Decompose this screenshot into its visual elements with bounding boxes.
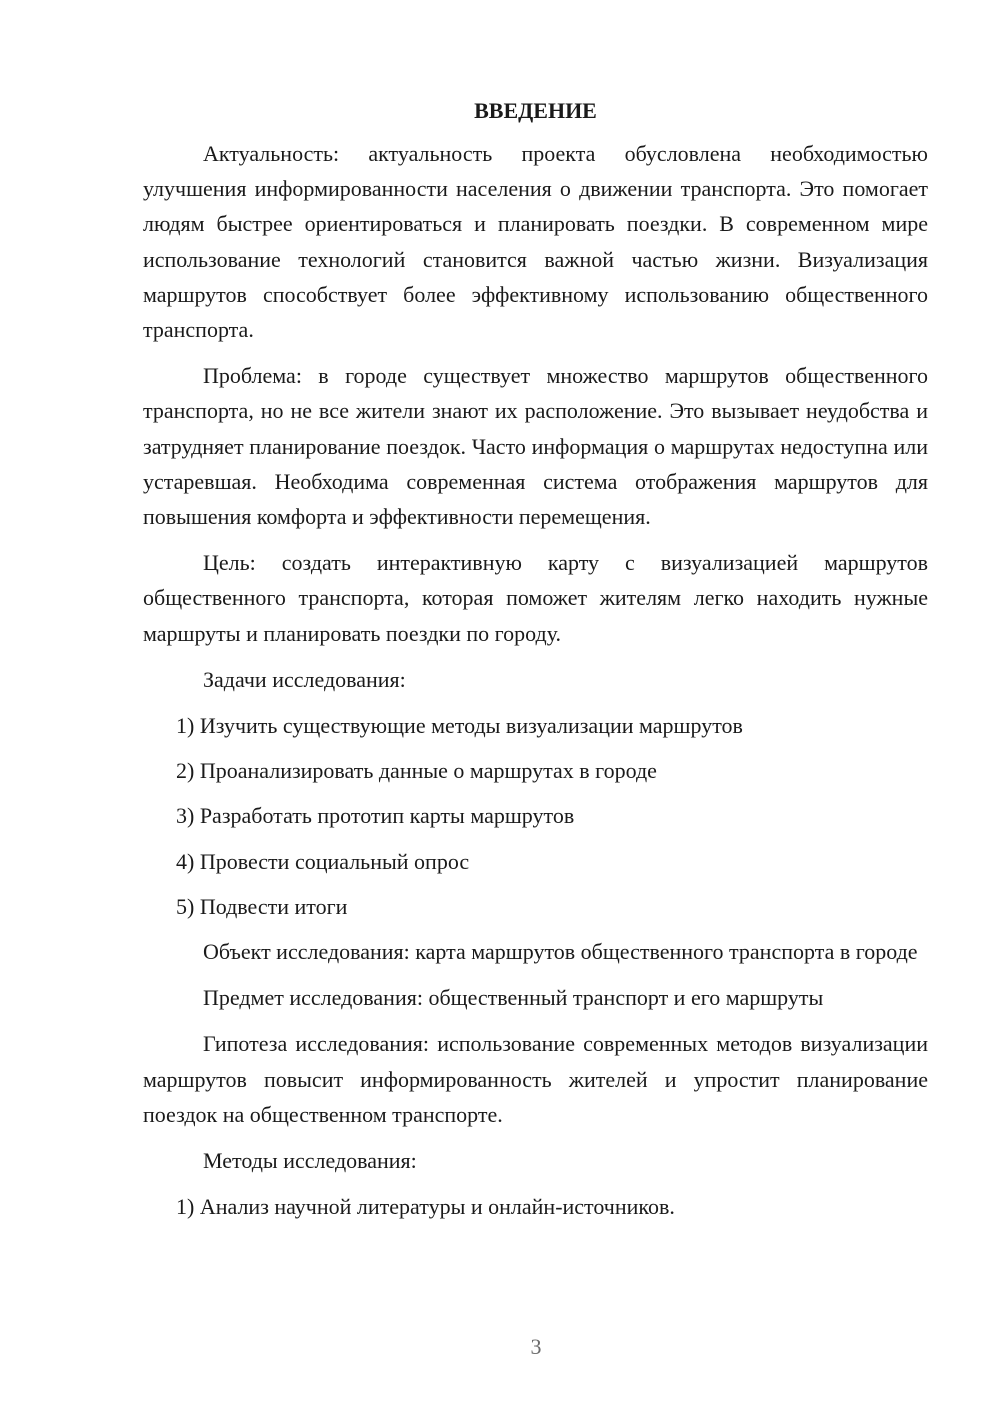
page-content — [143, 94, 928, 1234]
page-title: ВВЕДЕНИЕ — [474, 98, 597, 123]
methods-heading: Методы исследования: — [203, 1148, 417, 1174]
paragraph-hypothesis: Гипотеза исследования: использование современных методов визуализации маршрутов повысит информированность жителей и упростит планирование поездок на общественном транспорте. — [143, 1031, 928, 1127]
tasks-heading: Задачи исследования: — [203, 666, 406, 692]
paragraph-relevance: Актуальность: актуальность проекта обусловлена необходимостью улучшения информированности населения о движении транспорта. Это помогает людям быстрее ориентироваться и планировать поездки. В современном мире использование технологий становится важной частью жизни. Визуализация маршрутов способствует более эффективному использованию общественного транспорта. — [143, 141, 928, 343]
tasks-list — [143, 708, 928, 924]
page-number: 3 — [530, 1334, 542, 1359]
paragraph-goal: Цель: создать интерактивную карту с визуализацией маршрутов общественного транспорта, которая поможет жителям легко находить нужные маршруты и планировать поездки по городу. — [143, 550, 928, 646]
paragraph-subject: Предмет исследования: общественный транспорт и его маршруты — [203, 985, 824, 1011]
list-item: 1) Изучить существующие методы визуализации маршрутов — [176, 713, 743, 739]
list-item: 2) Проанализировать данные о маршрутах в городе — [176, 758, 657, 784]
paragraph-problem: Проблема: в городе существует множество маршрутов общественного транспорта, но не все жители знают их расположение. Это вызывает неудобства и затрудняет планирование поездок. Часто информация о маршрутах недоступна или устаревшая. Необходима современная система отображения маршрутов для повышения комфорта и эффективности перемещения. — [143, 363, 928, 530]
list-item: 3) Разработать прототип карты маршрутов — [176, 803, 575, 829]
paragraph-object: Объект исследования: карта маршрутов общественного транспорта в городе — [203, 939, 918, 965]
methods-list — [143, 1189, 928, 1224]
list-item: 5) Подвести итоги — [176, 893, 348, 919]
list-item: 4) Провести социальный опрос — [176, 848, 470, 874]
list-item: 1) Анализ научной литературы и онлайн-источников. — [176, 1194, 675, 1220]
